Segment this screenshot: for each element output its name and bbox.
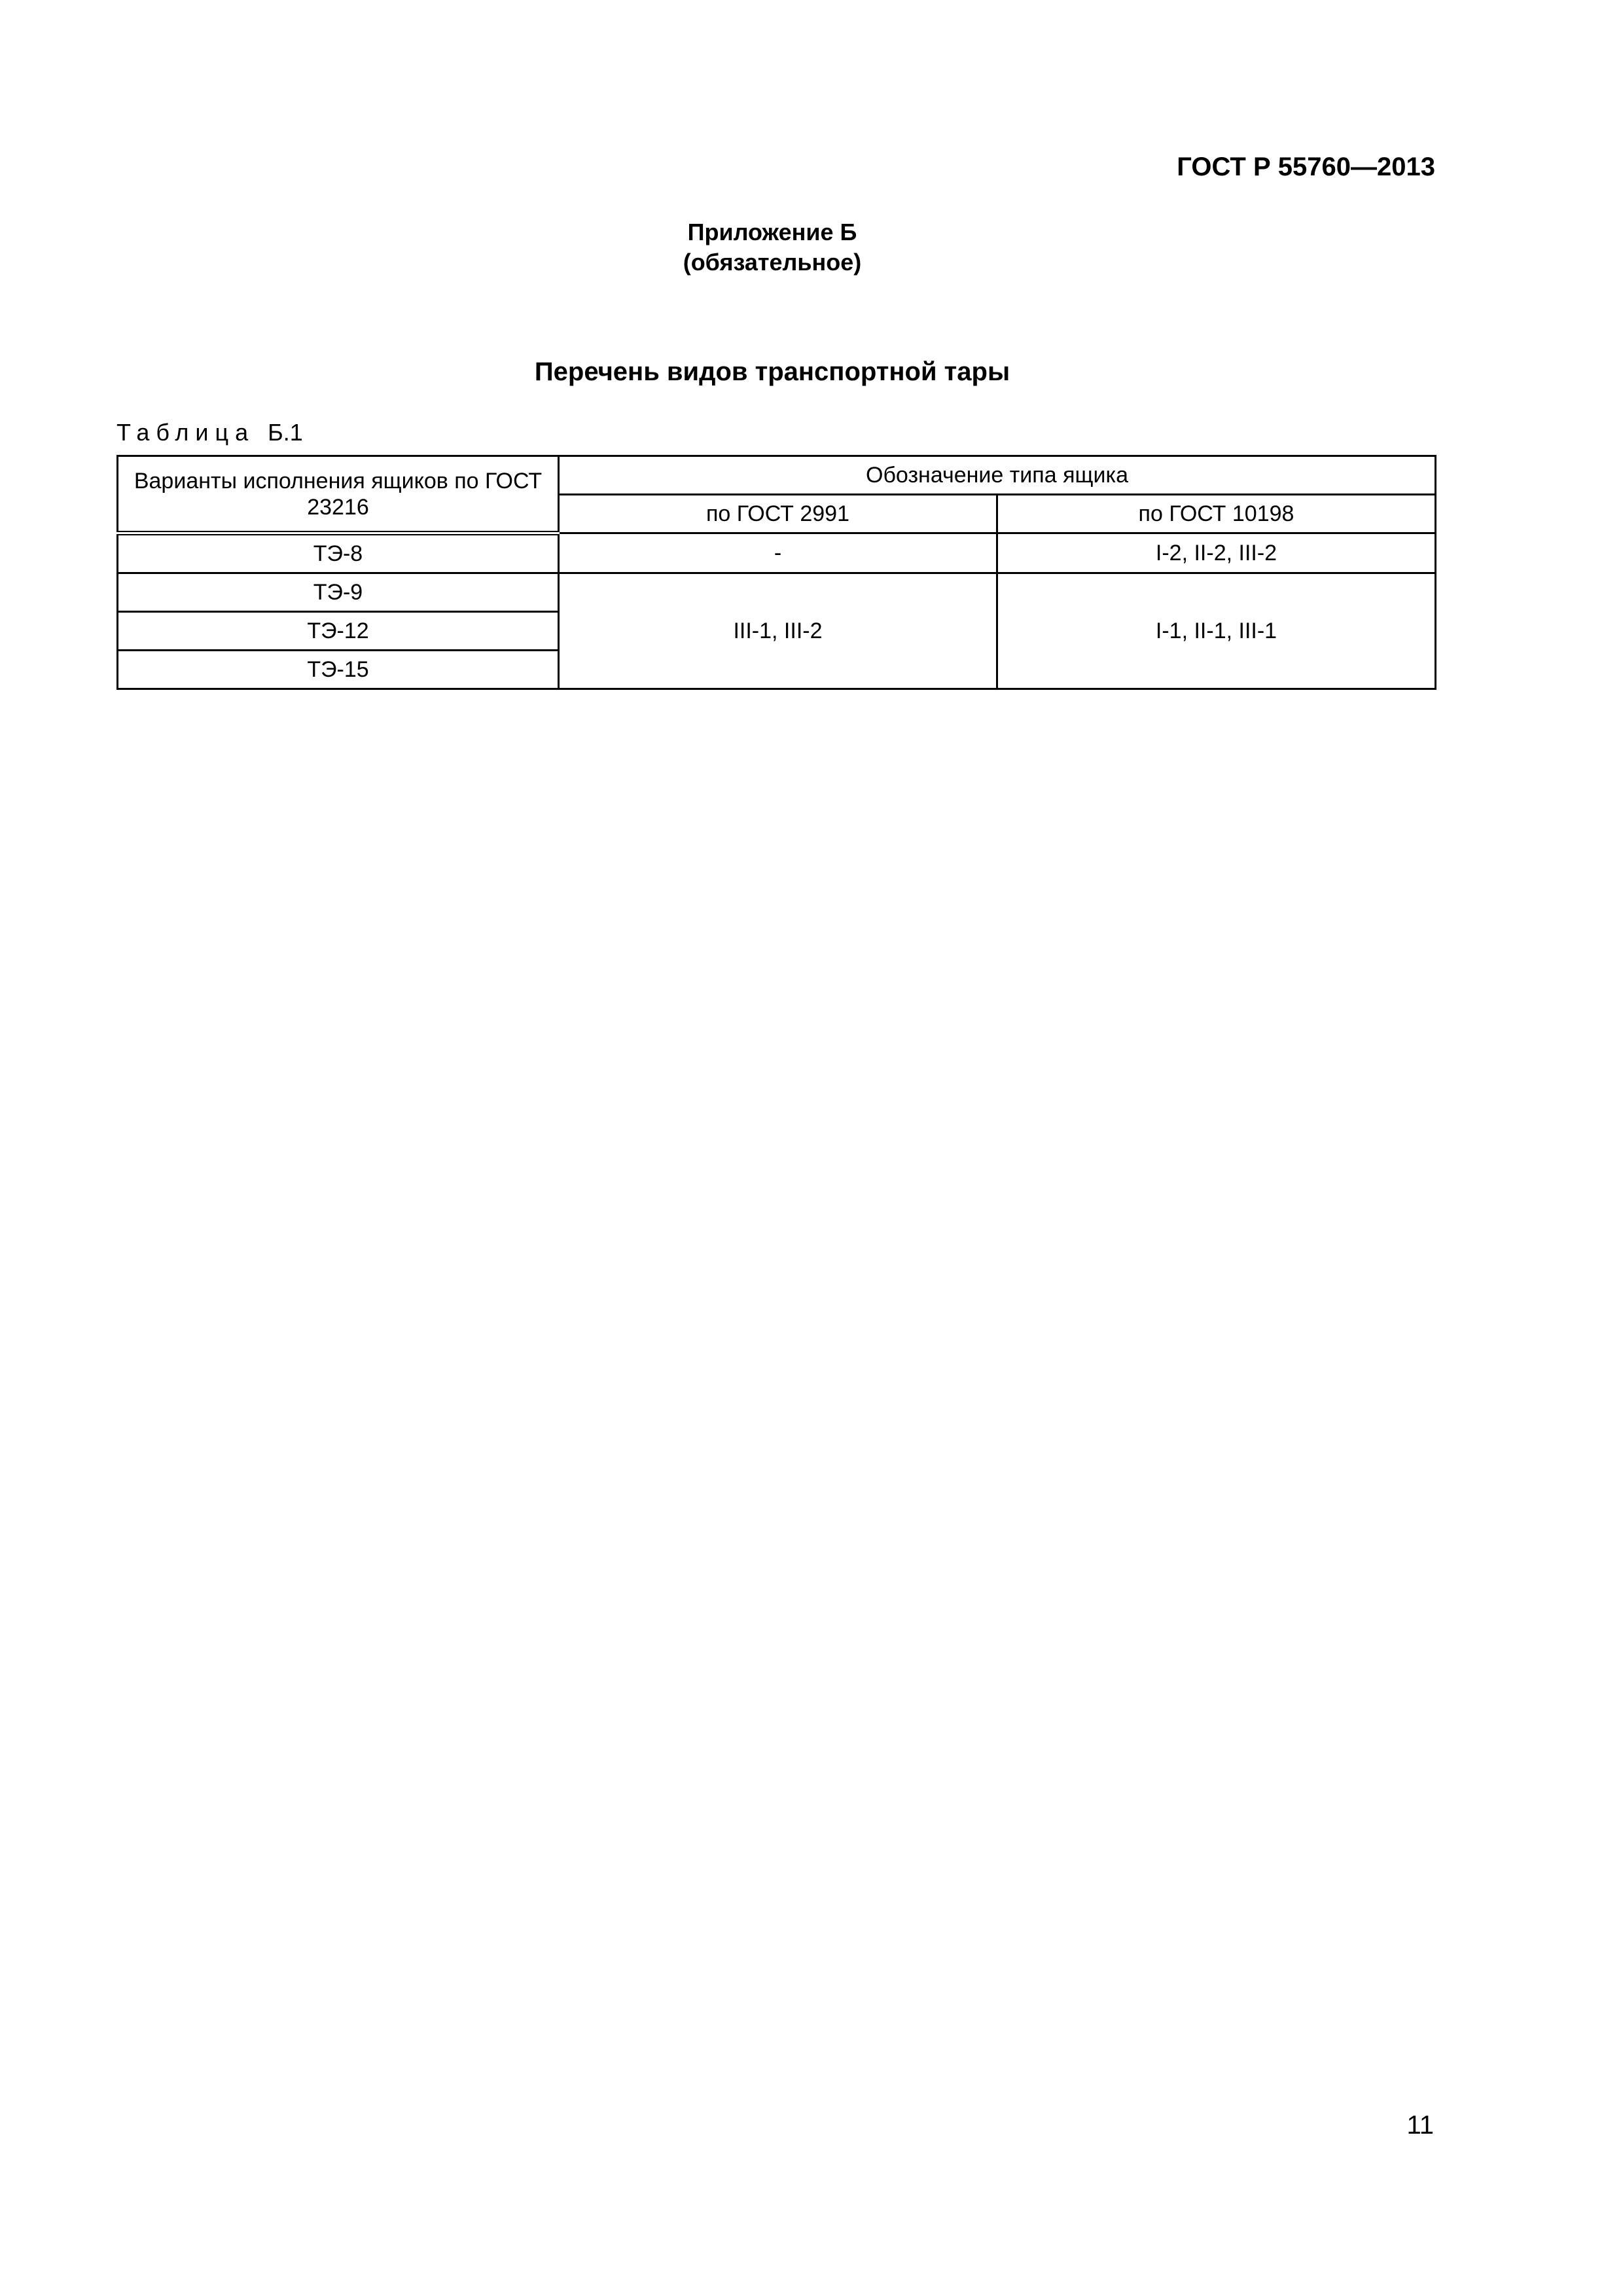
cell-variant: ТЭ-9 [118,573,559,612]
header-gost-2991: по ГОСТ 2991 [559,495,997,533]
section-title: Перечень видов транспортной тары [534,357,1010,386]
appendix-status: (обязательное) [683,249,862,276]
container-types-table [116,455,1436,690]
table-caption-word: Таблица [116,419,255,446]
table-row [118,533,1436,573]
cell-variant: ТЭ-15 [118,651,559,689]
cell-gost-10198: I-2, II-2, III-2 [997,533,1436,573]
cell-variant: ТЭ-12 [118,612,559,651]
document-code: ГОСТ Р 55760—2013 [1177,152,1435,181]
table-caption [116,419,303,446]
cell-gost-2991-merged: III-1, III-2 [559,573,997,689]
cell-gost-2991: - [559,533,997,573]
header-gost-10198: по ГОСТ 10198 [997,495,1436,533]
cell-gost-10198-merged: I-1, II-1, III-1 [997,573,1436,689]
table-header-row [118,456,1436,495]
cell-variant: ТЭ-8 [118,533,559,573]
header-variants: Варианты исполнения ящиков по ГОСТ 23216 [118,456,559,533]
appendix-title: Приложение Б [687,219,857,245]
table-caption-number: Б.1 [268,419,303,446]
table-row [118,573,1436,612]
page-number: 11 [1406,2111,1434,2140]
header-box-type-group: Обозначение типа ящика [559,456,1436,495]
